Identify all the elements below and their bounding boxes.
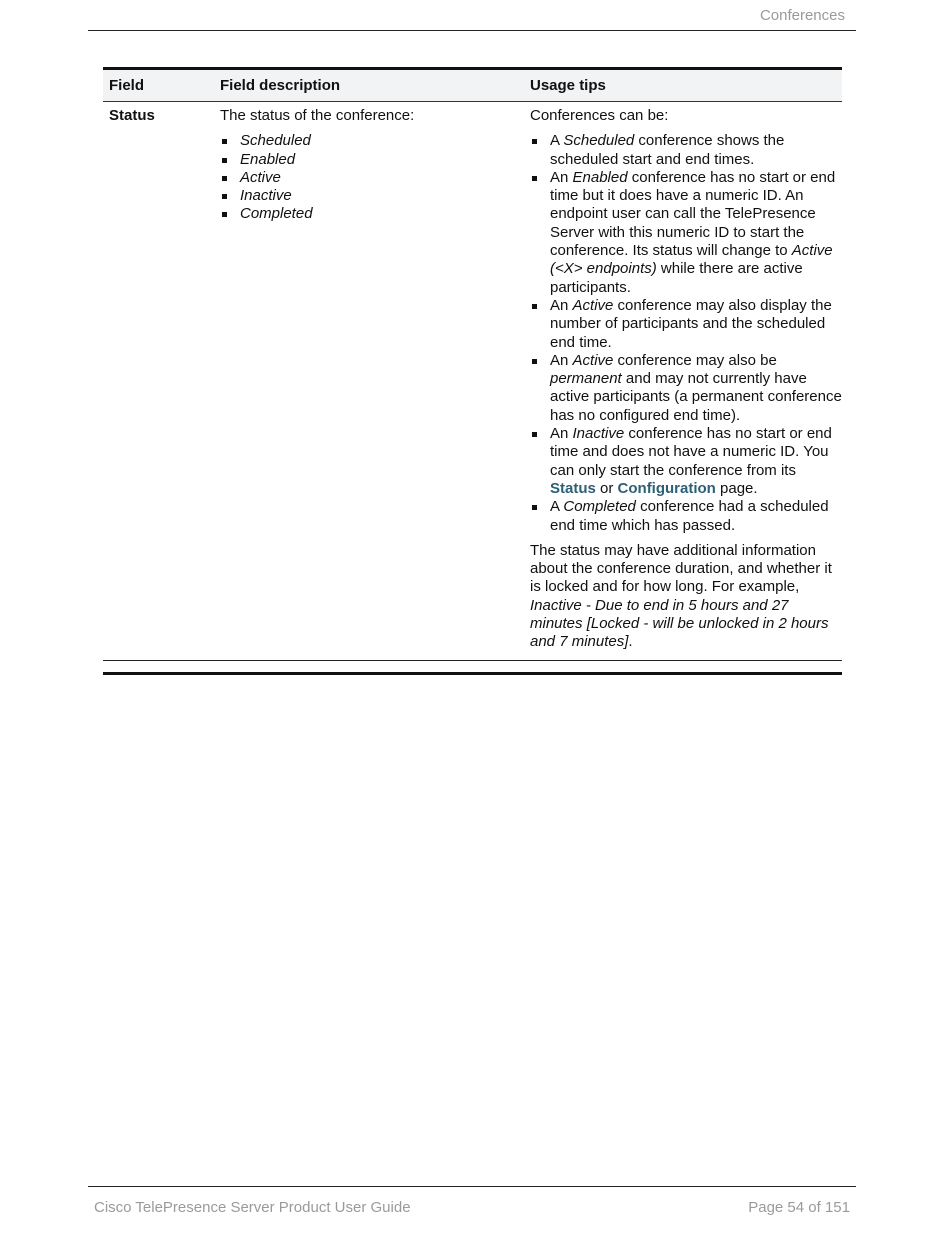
- list-item: Completed: [220, 205, 524, 223]
- field-table: [103, 67, 842, 661]
- footer-page-number: Page 54 of 151: [748, 1199, 850, 1216]
- table-row: [103, 102, 842, 661]
- bullet-icon: [222, 139, 227, 144]
- tip-inactive: An Inactive conference has no start or end time and does not have a numeric ID. You can only start the conference from its Status or Configuration page.: [530, 425, 842, 498]
- configuration-page-link[interactable]: Configuration: [617, 479, 716, 497]
- list-item: Enabled: [220, 151, 524, 169]
- field-name: Status: [109, 107, 155, 124]
- tips-intro: Conferences can be:: [530, 107, 669, 124]
- tips-list: [530, 132, 842, 535]
- footer-guide-title: Cisco TelePresence Server Product User Guide: [94, 1199, 411, 1216]
- bullet-icon: [222, 158, 227, 163]
- status-list: [220, 132, 524, 223]
- footer-rule: [88, 1186, 856, 1187]
- tip-scheduled: A Scheduled conference shows the scheduled start and end times.: [530, 132, 842, 169]
- bullet-icon: [222, 176, 227, 181]
- tip-enabled: An Enabled conference has no start or end time but it does have a numeric ID. An endpoint user can call the TelePresence Server with this numeric ID to start the conference. Its status will change to Active (<X> endpoints) while there are active participants.: [530, 169, 842, 297]
- bullet-icon: [532, 139, 537, 144]
- column-header-usage-tips: Usage tips: [530, 77, 606, 94]
- field-description: [214, 107, 524, 652]
- bullet-icon: [222, 194, 227, 199]
- tip-active-display: An Active conference may also display the number of participants and the scheduled end time.: [530, 297, 842, 352]
- bullet-icon: [532, 176, 537, 181]
- column-header-description: Field description: [220, 77, 341, 94]
- bullet-icon: [222, 212, 227, 217]
- list-item: Scheduled: [220, 132, 524, 150]
- bullet-icon: [532, 432, 537, 437]
- status-note: The status may have additional information about the conference duration, and whether it is locked and for how long. For example, Inactive - Due to end in 5 hours and 27 minutes [Locked - will be unlocked in 2 hours and 7 minutes].: [530, 541, 832, 651]
- page-header: [88, 0, 856, 31]
- column-header-field: Field: [109, 77, 145, 94]
- usage-tips: [524, 107, 842, 652]
- table-end-rule: [103, 672, 842, 675]
- list-item: Active: [220, 169, 524, 187]
- description-intro: The status of the conference:: [220, 107, 415, 124]
- status-page-link[interactable]: Status: [550, 479, 596, 497]
- tip-active-permanent: An Active conference may also be permanent and may not currently have active participants (a permanent conference has no configured end time).: [530, 352, 842, 425]
- table-header: [103, 67, 842, 102]
- bullet-icon: [532, 359, 537, 364]
- bullet-icon: [532, 304, 537, 309]
- bullet-icon: [532, 505, 537, 510]
- tip-completed: A Completed conference had a scheduled end time which has passed.: [530, 498, 842, 535]
- list-item: Inactive: [220, 187, 524, 205]
- header-title: Conferences: [759, 7, 845, 24]
